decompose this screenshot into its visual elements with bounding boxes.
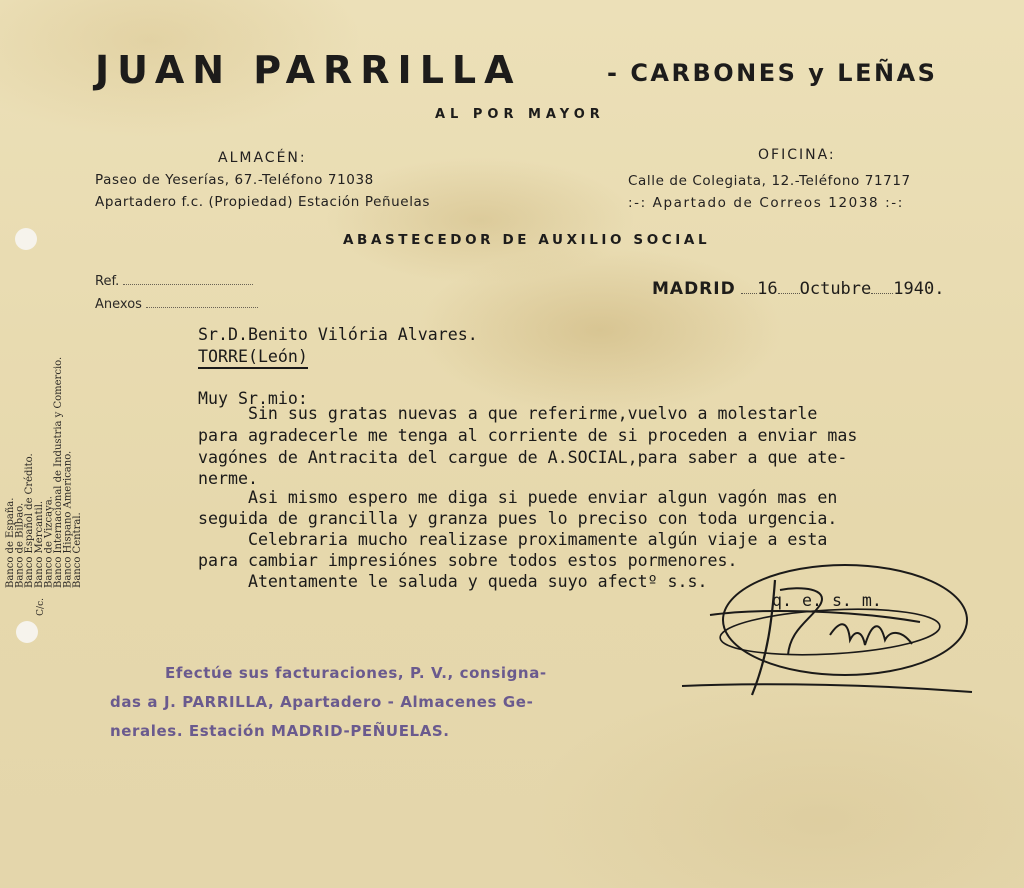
salutation: Muy Sr.mio: <box>198 389 308 408</box>
body-line-1: Sin sus gratas nuevas a que referirme,vuelvo a molestarle <box>198 404 818 423</box>
body-line-4: nerme. <box>198 469 258 488</box>
office-title: OFICINA: <box>758 147 836 163</box>
company-name: JUAN PARRILLA <box>95 48 522 92</box>
closing-qesm: q. e. s. m. <box>772 591 882 610</box>
bank-item: Banco Internacional de Industria y Comercio. <box>52 356 64 588</box>
annex-field <box>95 297 258 312</box>
body-line-3: vagónes de Antracita del cargue de A.SOCIAL,para saber a que ate- <box>198 448 848 467</box>
body-line-6: seguida de grancilla y granza pues lo preciso con toda urgencia. <box>198 509 838 528</box>
stamp-line3: nerales. Estación MADRID-PEÑUELAS. <box>110 722 450 740</box>
bank-item: Banco Central. <box>72 512 84 588</box>
annex-dotted-line <box>146 297 258 308</box>
body-line-5: Asi mismo espero me diga si puede enviar algun vagón mas en <box>198 488 838 507</box>
bank-item: Banco de Bilbao. <box>14 502 26 588</box>
bank-item: Banco Hispano Americano. <box>62 450 74 588</box>
recipient-place: TORRE(León) <box>198 347 308 369</box>
signature <box>680 560 980 710</box>
warehouse-line2: Apartadero f.c. (Propiedad) Estación Peñuelas <box>95 194 431 210</box>
stamp-line1: Efectúe sus facturaciones, P. V., consigna- <box>165 664 547 682</box>
bank-item: Banco de Vizcaya. <box>43 496 55 588</box>
date-month: Octubre <box>799 279 872 299</box>
body-line-7: Celebraria mucho realizase proximamente algún viaje a esta <box>198 530 828 549</box>
bank-item: Banco Español de Crédito. <box>24 453 36 588</box>
office-line1: Calle de Colegiata, 12.-Teléfono 71717 <box>628 173 911 189</box>
office-line2: :-: Apartado de Correos 12038 :-: <box>628 195 904 211</box>
body-line-9: Atentamente le saluda y queda suyo afectº s.s. <box>198 572 708 591</box>
bank-account-label: C/c. <box>36 598 46 616</box>
warehouse-title: ALMACÉN: <box>218 150 307 166</box>
recipient-name: Sr.D.Benito Vilória Alvares. <box>198 325 478 344</box>
annex-label: Anexos <box>95 297 142 312</box>
body-line-8: para cambiar impresiónes sobre todos estos pormenores. <box>198 551 738 570</box>
bank-item: Banco de España. <box>5 497 16 588</box>
date-year: 1940. <box>893 279 945 299</box>
supplier-line: ABASTECEDOR DE AUXILIO SOCIAL <box>343 232 711 248</box>
date-city: MADRID <box>652 279 736 299</box>
ref-dotted-line <box>123 274 253 285</box>
bank-list <box>6 338 94 588</box>
ref-label: Ref. <box>95 274 120 289</box>
stamp-line2: das a J. PARRILLA, Apartadero - Almacenes Ge- <box>110 693 534 711</box>
punch-hole-top <box>15 228 37 250</box>
bank-item: Banco Mercantil. <box>33 500 45 588</box>
date-day: 16 <box>757 279 778 299</box>
company-subtitle: AL POR MAYOR <box>435 107 605 122</box>
ref-field <box>95 274 253 289</box>
body-line-2: para agradecerle me tenga al corriente de si proceden a enviar mas <box>198 426 858 445</box>
company-trade: - CARBONES y LEÑAS <box>607 59 938 87</box>
warehouse-line1: Paseo de Yeserías, 67.-Teléfono 71038 <box>95 172 374 188</box>
date-line <box>652 279 944 299</box>
punch-hole-bottom <box>16 621 38 643</box>
